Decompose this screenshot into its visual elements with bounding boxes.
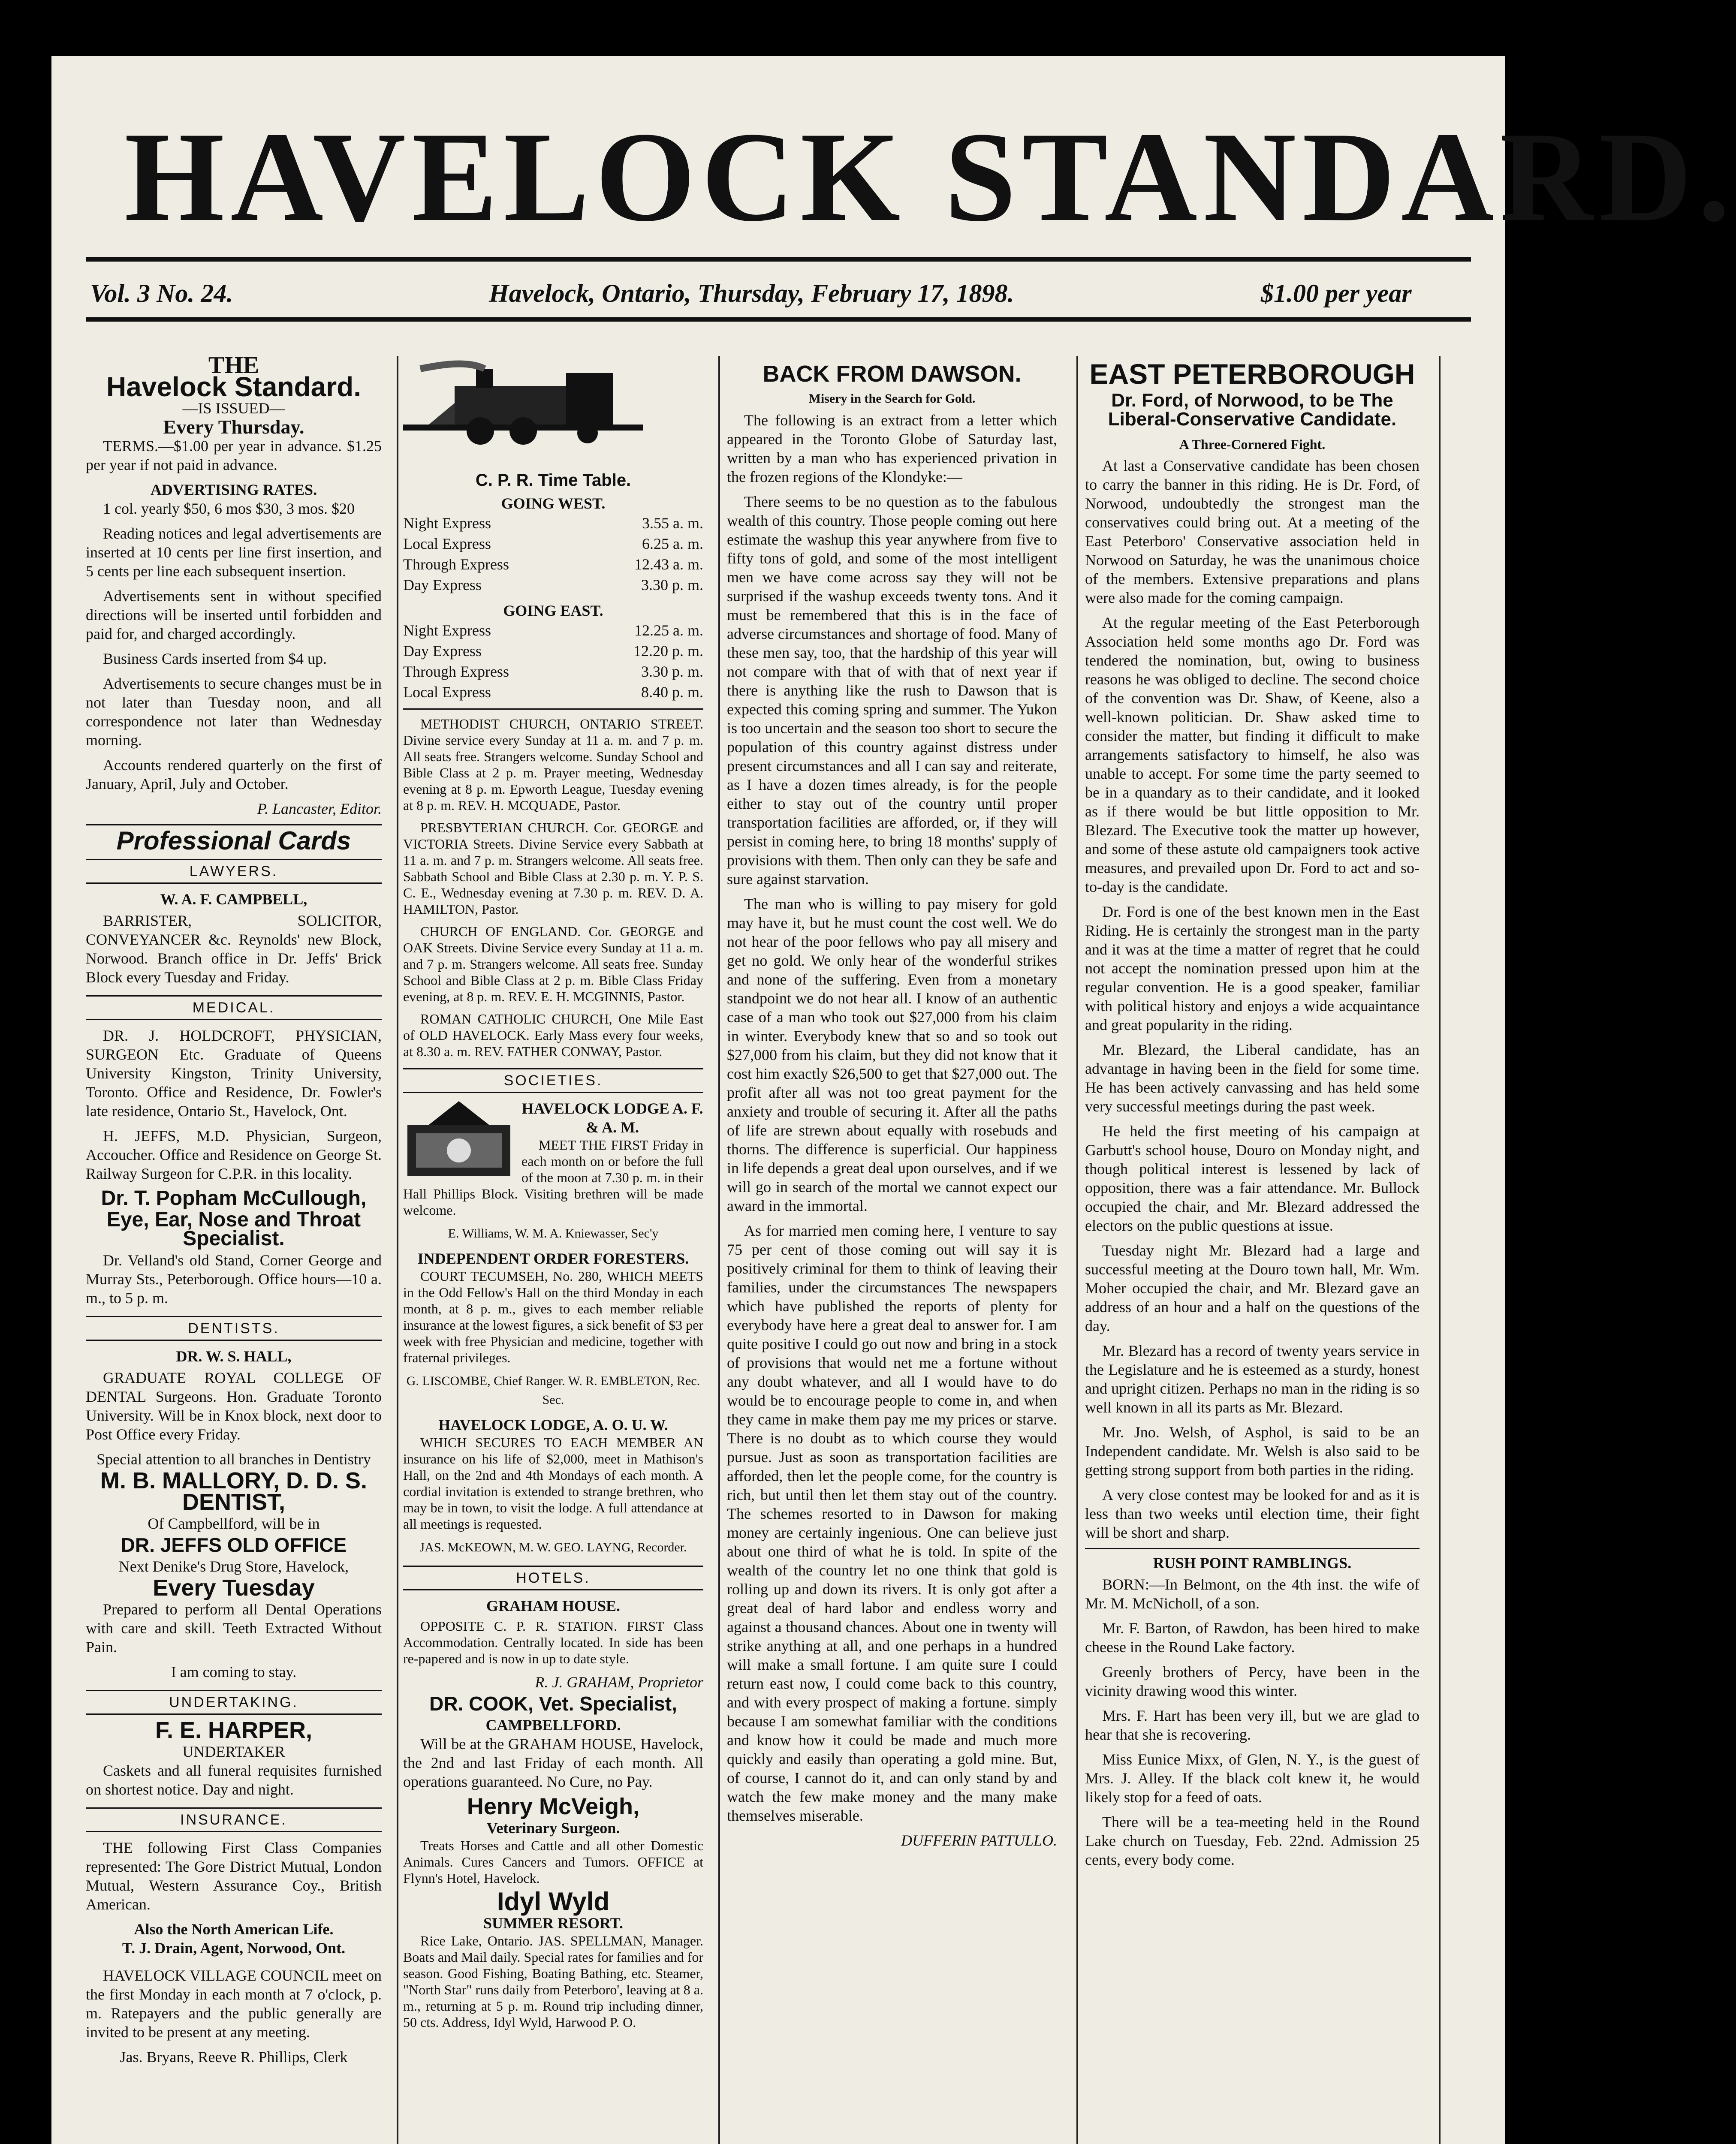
mallory-day: Every Tuesday bbox=[153, 1575, 315, 1601]
reading-notices: Reading notices and legal advertisements are inserted at 10 cents per line first insertion, and 5 cents per line each subsequent insertion. bbox=[86, 525, 382, 580]
presbyterian-church: PRESBYTERIAN CHURCH. Cor. GEORGE and VICTORIA Streets. Divine Service every Sabbath at 11 a. m. and 7 p. m. Strangers welcome. All seats free. Sabbath School and Bible Class at 2.30 p. m. Y. P. S. C. E., Wednesday evening at 7.30 p. m. REV. D. A. HAMILTON, Pastor. bbox=[403, 820, 703, 917]
masthead-rule-bottom bbox=[86, 317, 1471, 322]
election-paragraph: At last a Conservative candidate has been chosen to carry the banner in this riding. He is Dr. Ford, of Norwood, undoubtedly the strongest man the conservatives could bring out. At a meeting of the East Peterboro' Conservative association held in Norwood on Saturday, he was the unanimous choice of the members. Extensive preparations and plans were also made for the coming campaign. bbox=[1085, 457, 1420, 606]
foresters-heading: INDEPENDENT ORDER FORESTERS. bbox=[417, 1250, 689, 1267]
section-medical: MEDICAL. bbox=[86, 995, 382, 1020]
mccullough-name: Dr. T. Popham McCullough, bbox=[101, 1187, 367, 1210]
train-name: Through Express bbox=[403, 556, 509, 573]
train-name: Day Express bbox=[403, 642, 482, 659]
publication-notice bbox=[86, 352, 382, 825]
train-time: 8.40 p. m. bbox=[641, 684, 703, 701]
foresters-notice: COURT TECUMSEH, No. 280, WHICH MEETS in the Odd Fellow's Hall on the third Monday in each month, at 8 p. m., gives to each member reliable insurance at the lowest figures, a sick benefit of $3 per week with free Physician and medicine, together with fraternal privileges. bbox=[403, 1268, 703, 1365]
hall-card: GRADUATE ROYAL COLLEGE OF DENTAL Surgeons. Hon. Graduate Toronto University. Will be in Knox block, next door to Post Office every Friday. bbox=[86, 1369, 382, 1443]
advertisements-sent: Advertisements sent in without specified directions will be inserted until forbidden and paid for, and charged accordingly. bbox=[86, 587, 382, 642]
section-lawyers: LAWYERS. bbox=[86, 859, 382, 884]
dawson-signature: DUFFERIN PATTULLO. bbox=[901, 1832, 1057, 1849]
timetable-title: C. P. R. Time Table. bbox=[475, 471, 631, 490]
accounts-rendered: Accounts rendered quarterly on the first of January, April, July and October. bbox=[86, 756, 382, 792]
lodge-signature: E. Williams, W. M. A. Kniewasser, Sec'y bbox=[448, 1226, 659, 1241]
train-time: 12.25 a. m. bbox=[634, 622, 703, 639]
train-time: 3.30 p. m. bbox=[641, 576, 703, 593]
section-dentists: DENTISTS. bbox=[86, 1316, 382, 1341]
column-rule bbox=[1076, 356, 1078, 2144]
timetable-east bbox=[403, 620, 703, 702]
insurance-agent: T. J. Drain, Agent, Norwood, Ont. bbox=[122, 1939, 346, 1957]
resort-card: Rice Lake, Ontario. JAS. SPELLMAN, Manager. Boats and Mail daily. Special rates for families and for season. Good Fishing, Boating Bathing, etc. Steamer, "North Star" runs daily from Peterboro', leaving at 8 a. m., returning at 5 p. m. Round trip including dinner, 50 cts. Address, Idyl Wyld, Harwood P. O. bbox=[403, 1933, 703, 2030]
rush-point-item: Miss Eunice Mixx, of Glen, N. Y., is the guest of Mrs. J. Alley. If the black colt knew it, he would likely stop for a feed of oats. bbox=[1085, 1751, 1420, 1806]
aouw-notice: WHICH SECURES TO EACH MEMBER AN insurance on his life of $2,000, meet in Mathison's Hall, on the 2nd and 4th Mondays of each month. A cordial invitation is extended to strange brethren, who may be in town, to visit the lodge. A full attendance at all meetings is requested. bbox=[403, 1435, 703, 1532]
mallory-office: DR. JEFFS OLD OFFICE bbox=[121, 1534, 347, 1556]
resort-title: SUMMER RESORT. bbox=[483, 1915, 624, 1932]
section-societies: SOCIETIES. bbox=[403, 1068, 703, 1093]
rush-point-heading: RUSH POINT RAMBLINGS. bbox=[1085, 1548, 1420, 1572]
jeffs-card: H. JEFFS, M.D. Physician, Surgeon, Accoucher. Office and Residence on George St. Railway Surgeon for C.P.R. in this locality. bbox=[86, 1127, 382, 1182]
masonic-emblem-icon bbox=[403, 1099, 515, 1180]
election-paragraph: He held the first meeting of his campaign at Garbutt's school house, Douro on Monday night, and though political interest is lessened by lack of opposition, there was a fair attendance. Mr. Bullock occupied the chair, and Mr. Blezard addressed the electors on the public questions at issue. bbox=[1085, 1123, 1420, 1234]
rush-point-item: Mr. F. Barton, of Rawdon, has been hired to make cheese in the Round Lake factory. bbox=[1085, 1620, 1420, 1656]
train-name: Night Express bbox=[403, 515, 491, 532]
mallory-origin: Of Campbellford, will be in bbox=[148, 1515, 320, 1532]
masthead-rule-top bbox=[86, 257, 1471, 262]
election-subhead-2: A Three-Cornered Fight. bbox=[1179, 437, 1326, 452]
train-time: 6.25 a. m. bbox=[642, 535, 703, 552]
dawson-paragraph: The following is an extract from a letter which appeared in the Toronto Globe of Saturday last, written by a man who has experienced privation in the frozen regions of the Klondyke:— bbox=[727, 412, 1057, 485]
train-name: Through Express bbox=[403, 663, 509, 680]
aouw-signature: JAS. McKEOWN, M. W. GEO. LAYNG, Recorder. bbox=[419, 1540, 687, 1554]
section-undertaking: UNDERTAKING. bbox=[86, 1690, 382, 1715]
lodge-notice: MEET THE FIRST Friday in each month on or before the full of the moon at 7.30 p. m. in their Hall Phillips Block. Visiting brethren will be made welcome. bbox=[403, 1137, 703, 1218]
train-name: Night Express bbox=[403, 622, 491, 639]
notice-thursday: Every Thursday. bbox=[163, 416, 304, 438]
dawson-paragraph: The man who is willing to pay misery for gold may have it, but he must count the cost well. We do not hear of the poor fellows who pay all misery and get no gold. We only hear of the wonderful strikes and none of the suffering. Even from a monetary standpoint we do not hear all. I know of an authentic case of a man who took out $27,000 from his claim in winter. Everybody knew that so and so took out $27,000 from his claim, but they did not know that it cost him exactly $26,500 to get that $27,000 out. The profit after all was not too great payment for the anxiety and trouble of securing it. After all the paths of life are strewn about equally with rosebuds and thorns. The difference is superficial. Our happiness in life depends a great deal upon ourselves, and if we will go in search of the mortal we cannot expect our award in the immortal. bbox=[727, 895, 1057, 1214]
dawson-paragraph: There seems to be no question as to the fabulous wealth of this country. Those people coming out here estimate the washup this year anywhere from five to fifty tons of gold, and some of the most intelligent men we have come across say they will not be surprised if the washup exceeds twenty tons. And it must be remembered that this is in the face of adverse circumstances and shortage of food. Many of these men say, too, that the hardship of this year will not compare with that of with that of next year if there is anything like the rush to Dawson that is expected this coming spring and summer. The Yukon is too uncertain and the season too short to secure the population of this country against distress under present circumstances and all I can say and reiterate, as I have a dozen times already, is for the people either to stay out of the country until proper transportation facilities are afforded, or, if they will persist in coming here, to bring 18 months' supply of provisions with them. Then only can they be safe and sure against starvation. bbox=[727, 493, 1057, 888]
notice-paper-name: Havelock Standard. bbox=[106, 371, 361, 402]
dawson-paragraph: As for married men coming here, I venture to say 75 per cent of those coming out will say it is positively criminal for them to think of leaving their families, under the circumstances The newspapers which have published the reports of plenty for everybody have here a great deal to answer for. I am quite positive I could go out now and bring in a stock of provisions that would net me a fortune without any doubt whatever, and all I would have to do would be to encourage people to come in, and when they came in make them pay me my prices or starve. There is no doubt as to which course they would pursue. Just as soon as transportation facilities are afforded, then let the people come, for the country is rich, but until then let them stay out of the country. The schemes resorted to in Dawson for making money are certainly ingenious. One can believe just about one third of what he is told. In spite of the wealth of the country let no one think that gold is rolling up and down its rivers. It is only got after a great deal of hard labor and endless worry and against a thousand chances. About one in twenty will strike anything at all, and one perhaps in a hundred will make a small fortune. I am quite sure I could return east now, I could come back to this country, and with every prospect of making a fortune. simply because I am somewhat familiar with the conditions and know how it could be made and much more quickly and easily than operating a gold mine. But, of course, I cannot do it, and can only stand by and watch the few make money and the many make themselves miserable. bbox=[727, 1222, 1057, 1824]
election-paragraph: Mr. Jno. Welsh, of Asphol, is said to be an Independent candidate. Mr. Welsh is also said to be getting strong support from both parties in the riding. bbox=[1085, 1424, 1420, 1479]
mccullough-specialty: Eye, Ear, Nose and Throat Specialist. bbox=[106, 1208, 361, 1250]
election-headline: EAST PETERBOROUGH bbox=[1089, 358, 1415, 390]
column-5 bbox=[1098, 356, 1432, 2144]
catholic-church: ROMAN CATHOLIC CHURCH, One Mile East of OLD HAVELOCK. Early Mass every four weeks, at 8.30 a. m. REV. FATHER CONWAY, Pastor. bbox=[403, 1011, 703, 1059]
mcveigh-title: Veterinary Surgeon. bbox=[486, 1819, 620, 1837]
lodge-heading: HAVELOCK LODGE A. F. & A. M. bbox=[521, 1100, 703, 1136]
election-paragraph: Mr. Blezard, the Liberal candidate, has an advantage in having been in the field for some time. He has been actively canvassing and has held some very successful meetings during the past week. bbox=[1085, 1041, 1420, 1115]
table-row bbox=[403, 661, 703, 682]
council-signature: Jas. Bryans, Reeve R. Phillips, Clerk bbox=[120, 2048, 348, 2066]
notice-terms: TERMS.—$1.00 per year in advance. $1.25 per year if not paid in advance. bbox=[86, 437, 382, 473]
dawson-subhead: Misery in the Search for Gold. bbox=[808, 391, 976, 406]
train-time: 12.43 a. m. bbox=[634, 556, 703, 573]
rush-point-item: Greenly brothers of Percy, have been in the vicinity drawing wood this winter. bbox=[1085, 1663, 1420, 1699]
mallory-dentist: DENTIST, bbox=[182, 1489, 286, 1515]
newspaper-page bbox=[51, 56, 1736, 2144]
column-3 bbox=[727, 356, 1057, 2144]
table-row bbox=[403, 641, 703, 661]
rush-point-item: There will be a tea-meeting held in the Round Lake church on Tuesday, Feb. 22nd. Admission 25 cents, every body come. bbox=[1085, 1813, 1420, 1868]
hall-note: Special attention to all branches in Dentistry bbox=[96, 1451, 371, 1468]
locomotive-icon bbox=[403, 360, 643, 450]
rush-point-item: BORN:—In Belmont, on the 4th inst. the wife of Mr. M. McNicholl, of a son. bbox=[1085, 1576, 1420, 1612]
mallory-name: M. B. MALLORY, D. D. S. bbox=[100, 1468, 367, 1494]
table-row bbox=[403, 682, 703, 702]
column-rule bbox=[397, 356, 398, 2144]
train-time: 12.20 p. m. bbox=[633, 642, 703, 659]
dateline: Havelock, Ontario, Thursday, February 17, 1898. bbox=[489, 279, 1014, 307]
mallory-location: Next Denike's Drug Store, Havelock, bbox=[118, 1558, 349, 1575]
volume-number: Vol. 3 No. 24. bbox=[90, 279, 233, 307]
cook-card: Will be at the GRAHAM HOUSE, Havelock, the 2nd and last Friday of each month. All operations guaranteed. No Cure, no Pay. bbox=[403, 1735, 703, 1790]
column-1 bbox=[86, 352, 382, 2144]
masthead bbox=[51, 56, 1736, 262]
hall-name: DR. W. S. HALL, bbox=[176, 1348, 292, 1365]
section-insurance: INSURANCE. bbox=[86, 1807, 382, 1832]
notice-the: THE bbox=[208, 352, 259, 379]
train-name: Local Express bbox=[403, 535, 491, 552]
going-west-heading: GOING WEST. bbox=[501, 495, 606, 512]
notice-issued: —IS ISSUED— bbox=[182, 400, 285, 417]
insurance-life: Also the North American Life. bbox=[134, 1921, 334, 1938]
table-row bbox=[403, 620, 703, 641]
holdcroft-card: DR. J. HOLDCROFT, PHYSICIAN, SURGEON Etc. Graduate of Queens University Kingston, Trinity University, Toronto. Office and Residence, Dr. Fowler's late residence, Ontario St., Havelock, Ont. bbox=[86, 1027, 382, 1120]
dawson-headline: BACK FROM DAWSON. bbox=[763, 361, 1022, 387]
harper-name: F. E. HARPER, bbox=[155, 1717, 313, 1743]
train-time: 3.30 p. m. bbox=[641, 663, 703, 680]
foresters-signature: G. LISCOMBE, Chief Ranger. W. R. EMBLETON, Rec. Sec. bbox=[406, 1374, 700, 1407]
train-name: Local Express bbox=[403, 684, 491, 701]
editor-signature: P. Lancaster, Editor. bbox=[257, 800, 382, 817]
harper-card: Caskets and all funeral requisites furnished on shortest notice. Day and night. bbox=[86, 1762, 382, 1798]
column-rule bbox=[718, 356, 720, 2144]
business-cards: Business Cards inserted from $4 up. bbox=[103, 650, 327, 667]
advertising-rates-heading: ADVERTISING RATES. bbox=[150, 481, 317, 498]
newspaper-title: HAVELOCK STANDARD. bbox=[124, 105, 1736, 248]
campbell-name: W. A. F. CAMPBELL, bbox=[160, 891, 307, 908]
mcveigh-name: Henry McVeigh, bbox=[467, 1794, 640, 1819]
advertisement-changes: Advertisements to secure changes must be in not later than Tuesday noon, and all correspondence not later than Wednesday morning. bbox=[86, 675, 382, 749]
mallory-card: Prepared to perform all Dental Operations with care and skill. Teeth Extracted Without Pain. bbox=[86, 1601, 382, 1656]
table-row bbox=[403, 554, 703, 575]
election-paragraph: Tuesday night Mr. Blezard had a large and successful meeting at the Douro town hall, Mr. Wm. Moher occupied the chair, and Mr. Blezard gave an address of an hour and a half on the questions of the day. bbox=[1085, 1242, 1420, 1334]
rush-point-item: Mrs. F. Hart has been very ill, but we are glad to hear that she is recovering. bbox=[1085, 1707, 1420, 1743]
column-rule bbox=[1439, 356, 1441, 2144]
church-of-england: CHURCH OF ENGLAND. Cor. GEORGE and OAK Streets. Divine Service every Sunday at 11 a. m. and 7 p. m. Strangers welcome. All seats free. Sunday School and Bible Class at 2 p. m. Bible Class Friday evening, at 8 p. m. REV. E. H. MCGINNIS, Pastor. bbox=[403, 924, 703, 1004]
mallory-stay: I am coming to stay. bbox=[171, 1663, 297, 1680]
cook-name: DR. COOK, Vet. Specialist, bbox=[429, 1692, 677, 1715]
professional-cards-heading: Professional Cards bbox=[116, 826, 351, 855]
election-paragraph: A very close contest may be looked for and as it is less than two weeks until election time, their fight will be short and sharp. bbox=[1085, 1486, 1420, 1541]
village-council: HAVELOCK VILLAGE COUNCIL meet on the first Monday in each month at 7 o'clock, p. m. Ratepayers and the public generally are invited to be present at any meeting. bbox=[86, 1967, 382, 2041]
column-2 bbox=[403, 356, 703, 2144]
election-paragraph: At the regular meeting of the East Peterborough Association held some months ago Dr. Ford was tendered the nomination, but, owing to business reasons he was obliged to decline. The second choice of the convention was Dr. Shaw, of Keene, also a well-known politician. Dr. Shaw asked time to consider the matter, but finding it difficult to make arrangements satisfactory to himself, he also was unable to accept. For some time the party seemed to be in a quandary as to their candidate, and it looked as if there would be but little opposition to Mr. Blezard. The Executive took the matter up however, and some of these astute old campaigners took active measures, and prevailed upon Dr. Ford to act and so-to-day is the candidate. bbox=[1085, 614, 1420, 895]
election-paragraph: Dr. Ford is one of the best known men in the East Riding. He is certainly the strongest man in the party and it was at the time a matter of regret that he could not accept the nomination pressed upon him at the regular convention. He is a good speaker, familiar with political history and enjoys a wide acquaintance and great popularity in the riding. bbox=[1085, 903, 1420, 1033]
table-row bbox=[403, 575, 703, 595]
train-time: 3.55 a. m. bbox=[642, 515, 703, 532]
mccullough-card: Dr. Velland's old Stand, Corner George and Murray Sts., Peterborough. Office hours—10 a. m., to 5 p. m. bbox=[86, 1252, 382, 1307]
advertising-rates: 1 col. yearly $50, 6 mos $30, 3 mos. $20 bbox=[103, 500, 355, 517]
campbell-card: BARRISTER, SOLICITOR, CONVEYANCER &c. Reynolds' new Block, Norwood. Branch office in Dr. Jeffs' Brick Block every Tuesday and Friday. bbox=[86, 912, 382, 986]
graham-signature: R. J. GRAHAM, Proprietor bbox=[535, 1674, 703, 1691]
section-hotels: HOTELS. bbox=[403, 1566, 703, 1590]
harper-title: UNDERTAKER bbox=[182, 1743, 285, 1760]
masonic-lodge bbox=[403, 1099, 703, 1218]
going-east-heading: GOING EAST. bbox=[503, 602, 603, 619]
insurance-card: THE following First Class Companies represented: The Gore District Mutual, London Mutual, Western Assurance Coy., British American. bbox=[86, 1839, 382, 1913]
graham-house-card: OPPOSITE C. P. R. STATION. FIRST Class Accommodation. Centrally located. In side has been re-papered and is now in up to date style. bbox=[403, 1618, 703, 1666]
table-row bbox=[403, 533, 703, 554]
subscription-price: $1.00 per year bbox=[1261, 279, 1412, 307]
graham-house-name: GRAHAM HOUSE. bbox=[486, 1597, 620, 1614]
methodist-church: METHODIST CHURCH, ONTARIO STREET. Divine service every Sunday at 11 a. m. and 7 p. m. All seats free. Strangers welcome. Sunday School and Bible Class at 2 p. m. Prayer meeting, Wednesday evening at 8 p. m. Epworth League, Tuesday evening at 8 p. m. REV. H. MCQUADE, Pastor. bbox=[403, 716, 703, 813]
election-subhead: Dr. Ford, of Norwood, to be The Liberal-Conservative Candidate. bbox=[1108, 390, 1397, 430]
aouw-heading: HAVELOCK LODGE, A. O. U. W. bbox=[438, 1416, 668, 1433]
election-paragraph: Mr. Blezard has a record of twenty years service in the Legislature and he is esteemed as a sturdy, honest and upright citizen. Perhaps no man in the riding is so well known in all its parts as Mr. Blezard. bbox=[1085, 1342, 1420, 1416]
mcveigh-card: Treats Horses and Cattle and all other Domestic Animals. Cures Cancers and Tumors. OFFICE at Flynn's Hotel, Havelock. bbox=[403, 1838, 703, 1886]
table-row bbox=[403, 513, 703, 533]
train-name: Day Express bbox=[403, 576, 482, 593]
idyl-wyld-name: Idyl Wyld bbox=[497, 1887, 610, 1916]
timetable-west bbox=[403, 513, 703, 595]
cook-town: CAMPBELLFORD. bbox=[485, 1716, 621, 1734]
